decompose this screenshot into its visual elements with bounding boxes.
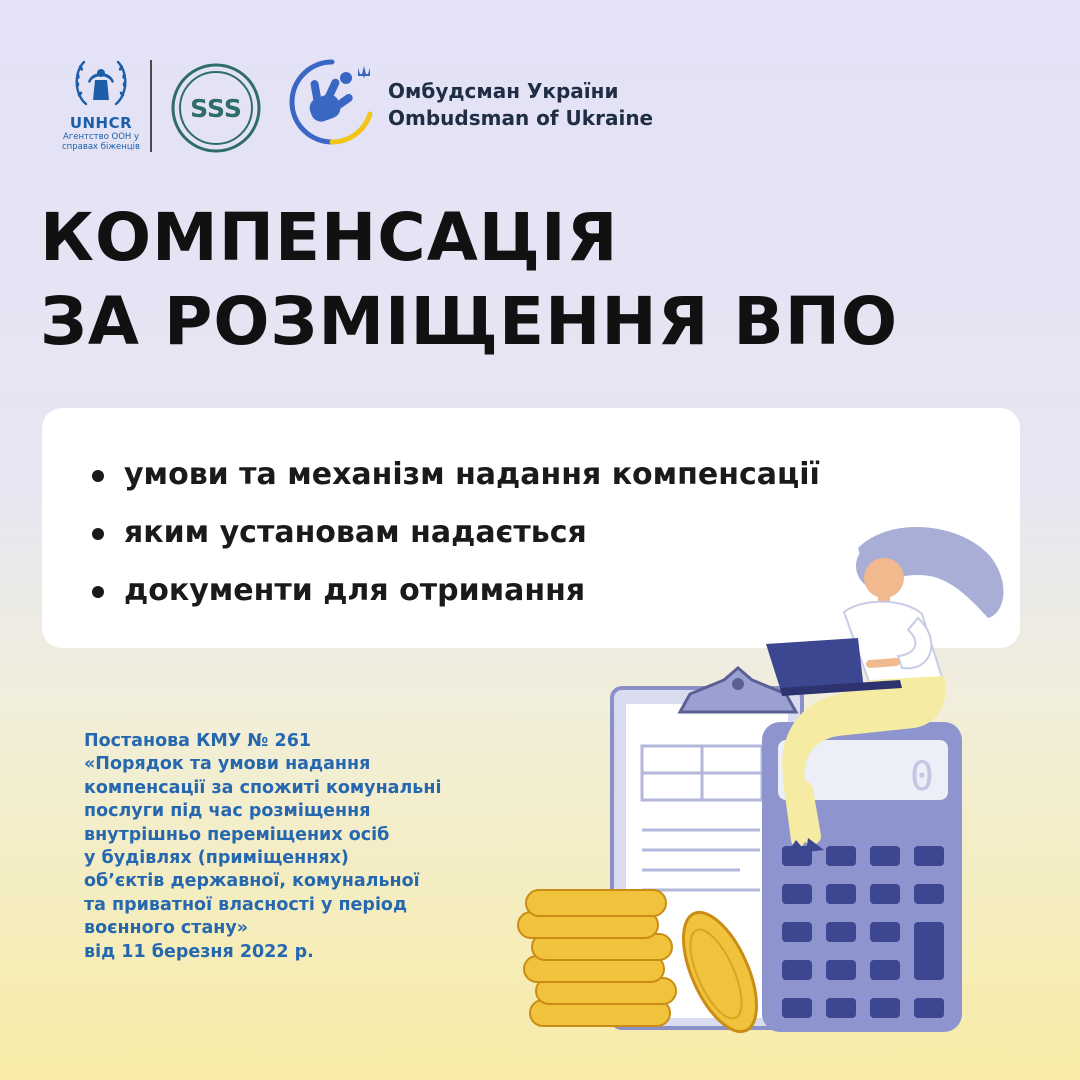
page-title [40,196,898,364]
decree-line: компенсації за спожиті комунальні [84,777,442,798]
ombudsman-logo-icon [286,56,378,148]
ombudsman-name-ua: Омбудсман України [388,79,619,103]
sss-logo [170,62,262,154]
logo-divider [150,60,152,152]
compensation-illustration [500,510,1060,1070]
unhcr-name: UNHCR [69,114,133,132]
decree-line: об’єктів державної, комунальної [84,871,420,892]
unhcr-subtitle-line: Агентство ООН у [62,132,140,142]
decree-line: «Порядок та умови надання [84,754,371,775]
unhcr-emblem-icon [72,56,130,108]
decree-line: від 11 березня 2022 р. [84,941,314,962]
topic-item: документи для отримання [92,562,820,620]
unhcr-logo [58,56,144,152]
ombudsman-name-en: Ombudsman of Ukraine [388,106,654,130]
decree-line: внутрішньо переміщених осіб [84,824,390,845]
unhcr-subtitle-line: справах біженців [62,142,140,152]
topic-item: умови та механізм надання компенсації [92,446,820,504]
decree-line: у будівлях (приміщеннях) [84,848,349,869]
decree-reference [84,730,554,964]
decree-line: Постанова КМУ № 261 [84,731,312,751]
decree-line: воєнного стану» [84,918,249,939]
title-line-2: ЗА РОЗМІЩЕННЯ ВПО [40,283,899,360]
title-line-1: КОМПЕНСАЦІЯ [40,199,619,276]
ombudsman-name [388,78,653,132]
calculator-display-value: 0 [909,754,934,800]
decree-line: та приватної власності у період [84,894,408,915]
sss-logo-text: SSS [190,94,242,123]
topic-item: яким установам надається [92,504,820,562]
decree-line: послуги під час розміщення [84,801,371,822]
